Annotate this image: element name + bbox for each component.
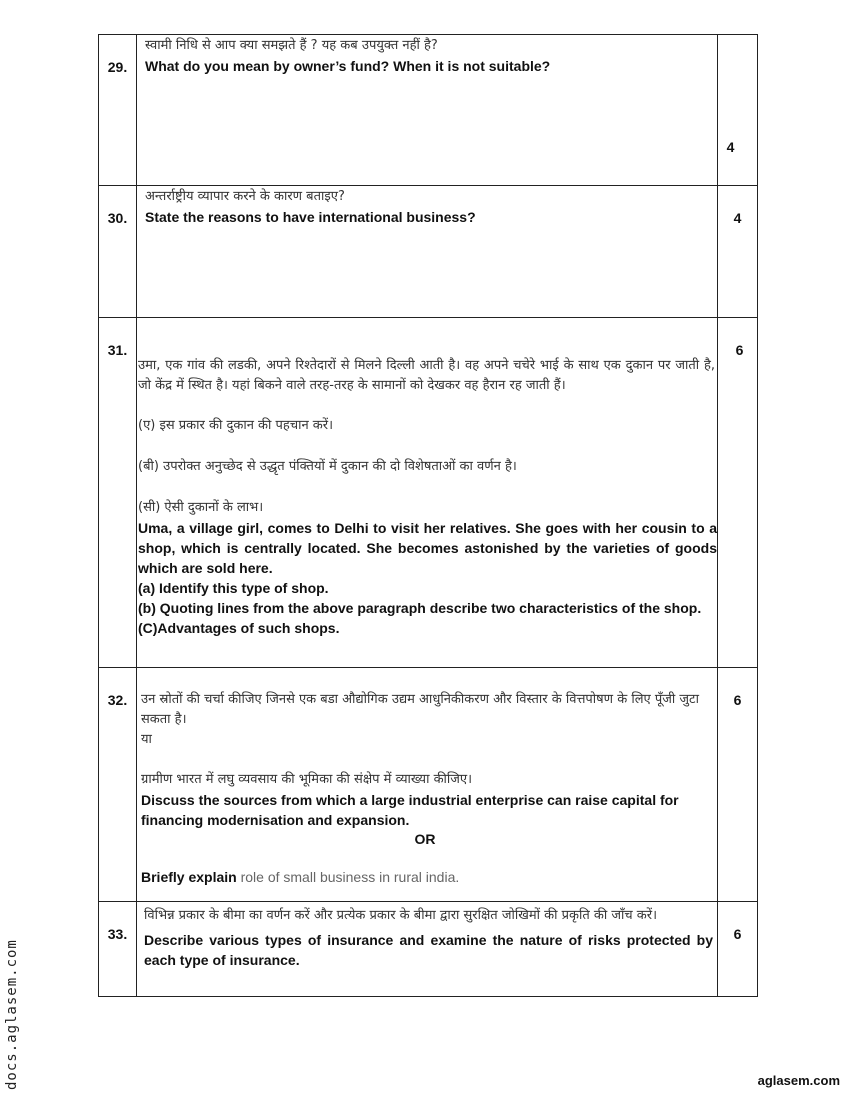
question-marks: 4 — [718, 186, 758, 318]
question-body — [137, 35, 718, 186]
question-number: 30. — [99, 186, 137, 318]
question-english-second-rest: role of small business in rural india. — [236, 869, 460, 885]
question-row-31 — [99, 318, 758, 668]
question-english: What do you mean by owner’s fund? When it is not suitable? — [145, 58, 551, 74]
question-english: Describe various types of insurance and examine the nature of risks protected by each type of insurance. — [144, 932, 713, 968]
question-hindi-part-b: (बी) उपरोक्त अनुच्छेद से उद्धृत पंक्तियों में दुकान की दो विशेषताओं का वर्णन है। — [138, 459, 517, 474]
question-body — [137, 902, 718, 997]
question-row-30 — [99, 186, 758, 318]
question-english-part-b: (b) Quoting lines from the above paragraph describe two characteristics of the shop. — [138, 600, 702, 616]
question-hindi-part-c: (सी) ऐसी दुकानों के लाभ। — [138, 500, 264, 515]
question-english-first: Discuss the sources from which a large industrial enterprise can raise capital for financing modernisation and expansion. — [141, 792, 679, 828]
question-number: 31. — [99, 318, 137, 668]
question-english-second — [141, 867, 709, 887]
question-row-32 — [99, 668, 758, 902]
question-marks: 6 — [718, 318, 758, 668]
question-hindi-second: ग्रामीण भारत में लघु व्यवसाय की भूमिका की संक्षेप में व्याख्या कीजिए। — [141, 772, 473, 787]
question-hindi: अन्तर्राष्ट्रीय व्यापार करने के कारण बताइए? — [145, 189, 345, 204]
question-number: 33. — [99, 902, 137, 997]
question-body — [137, 668, 718, 902]
question-english: State the reasons to have international business? — [145, 209, 476, 225]
question-number: 29. — [99, 35, 137, 186]
question-english-second-lead: Briefly explain — [141, 869, 237, 885]
question-marks: 6 — [718, 902, 758, 997]
question-body — [137, 186, 718, 318]
question-english-part-a: (a) Identify this type of shop. — [138, 580, 329, 596]
question-english-or: OR — [414, 831, 436, 847]
question-hindi: स्वामी निधि से आप क्या समझते हैं ? यह कब उपयुक्त नहीं है? — [145, 38, 438, 53]
question-marks: 4 — [718, 35, 758, 186]
question-hindi-or: या — [141, 732, 152, 747]
question-number: 32. — [99, 668, 137, 902]
question-hindi-paragraph: उमा, एक गांव की लडकी, अपने रिश्तेदारों से मिलने दिल्ली आती है। वह अपने चचेरे भाई के साथ एक दुकान पर जाती है, जो केंद्र में स्थित है। यहां बिकने वाले तरह-तरह के सामानों को देखकर वह हैरान रह जाती हैं। — [138, 358, 715, 393]
question-marks: 6 — [718, 668, 758, 902]
question-english-paragraph: Uma, a village girl, comes to Delhi to visit her relatives. She goes with her cousin to a shop, which is centrally located. She becomes astonished by the varieties of goods which are sold here. — [138, 520, 717, 576]
question-hindi: विभिन्न प्रकार के बीमा का वर्णन करें और प्रत्येक प्रकार के बीमा द्वारा सुरक्षित जोखिमों की प्रकृति की जाँच करें। — [144, 908, 658, 923]
question-body — [137, 318, 718, 668]
question-english-part-c: (C)Advantages of such shops. — [138, 620, 340, 636]
question-row-29 — [99, 35, 758, 186]
side-watermark: docs.aglasem.com — [4, 939, 20, 1090]
brand-footer: aglasem.com — [757, 1073, 840, 1088]
question-row-33 — [99, 902, 758, 997]
question-table — [98, 34, 758, 997]
question-hindi-first: उन स्रोतों की चर्चा कीजिए जिनसे एक बडा औद्योगिक उद्यम आधुनिकीकरण और विस्तार के वित्तपोषण के लिए पूँजी जुटा सकता है। — [141, 692, 699, 727]
question-hindi-part-a: (ए) इस प्रकार की दुकान की पहचान करें। — [138, 418, 334, 433]
